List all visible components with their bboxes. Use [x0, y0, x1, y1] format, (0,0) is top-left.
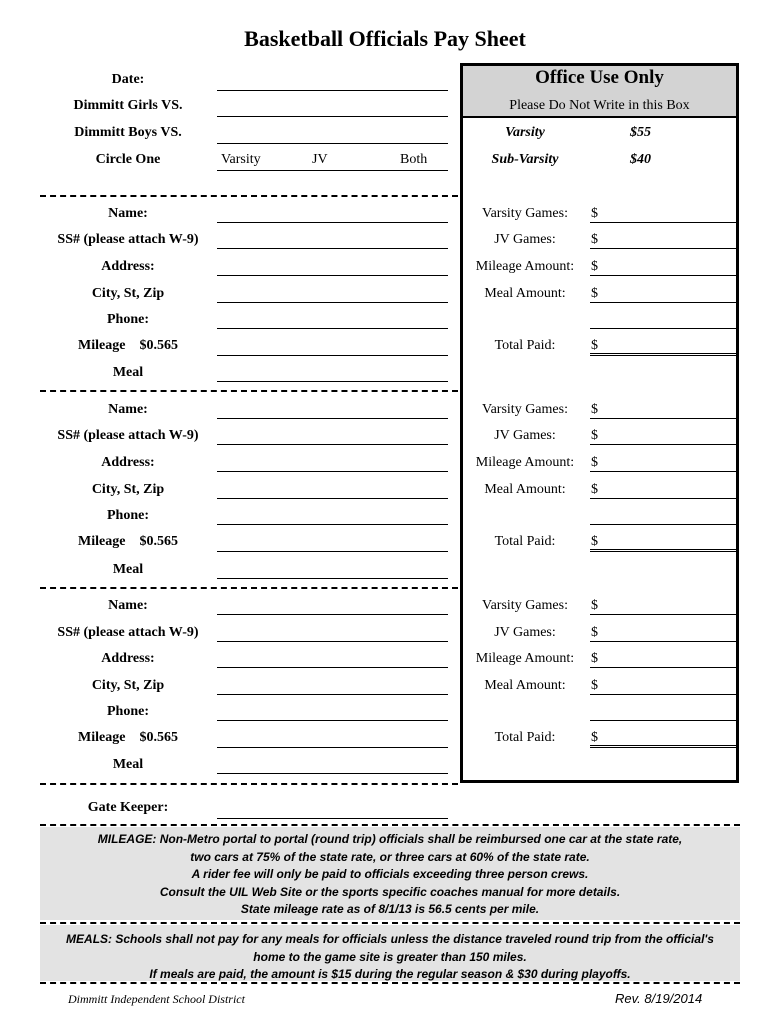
dollar-sign: $: [591, 534, 598, 549]
meals-note-line: home to the game site is greater than 150 miles.: [253, 949, 527, 964]
date-label: Date:: [111, 72, 145, 87]
subtotal-line: [590, 720, 738, 721]
official-meal-field[interactable]: [217, 773, 448, 774]
official-city-label: City, St, Zip: [91, 482, 165, 497]
meal-amount-field[interactable]: [590, 302, 738, 303]
subvarsity-rate-value: $40: [630, 152, 651, 167]
meal-amount-field[interactable]: [590, 694, 738, 695]
jv-games-field[interactable]: [590, 444, 738, 445]
official-ss-field[interactable]: [217, 444, 448, 445]
mileage-note-line: MILEAGE: Non-Metro portal to portal (round trip) officials shall be reimbursed one car at the state rate,: [97, 832, 683, 846]
dollar-sign: $: [591, 259, 598, 274]
official-name-field[interactable]: [217, 614, 448, 615]
office-use-subtitle: Please Do Not Write in this Box: [509, 98, 690, 113]
dollar-sign: $: [591, 428, 598, 443]
dollar-sign: $: [591, 730, 598, 745]
official-meal-label: Meal: [112, 757, 144, 772]
official-phone-label: Phone:: [107, 704, 149, 719]
footer-revision: Rev. 8/19/2014: [615, 991, 703, 1006]
jv-games-field[interactable]: [590, 248, 738, 249]
gate-keeper-field[interactable]: [217, 818, 448, 819]
notes-divider: [40, 824, 740, 826]
official-phone-field[interactable]: [217, 720, 448, 721]
total-paid-label: Total Paid:: [494, 338, 556, 353]
dollar-sign: $: [591, 206, 598, 221]
girls-opponent-label: Dimmitt Girls VS.: [73, 98, 183, 113]
official-name-label: Name:: [108, 402, 148, 417]
official-mileage-label: Mileage $0.565: [78, 534, 178, 549]
dollar-sign: $: [591, 402, 598, 417]
jv-games-label: JV Games:: [494, 625, 556, 640]
meals-note-line: If meals are paid, the amount is $15 during the regular season & $30 during playoffs.: [149, 967, 631, 981]
page-title: Basketball Officials Pay Sheet: [244, 26, 526, 51]
mileage-amount-label: Mileage Amount:: [475, 455, 575, 470]
official-name-label: Name:: [108, 206, 148, 221]
official-city-label: City, St, Zip: [91, 678, 165, 693]
mileage-amount-field[interactable]: [590, 471, 738, 472]
official-mileage-label: Mileage $0.565: [78, 730, 178, 745]
official-address-label: Address:: [101, 455, 155, 470]
dollar-sign: $: [591, 678, 598, 693]
official-mileage-field[interactable]: [217, 747, 448, 748]
official-phone-label: Phone:: [107, 508, 149, 523]
official-ss-label: SS# (please attach W-9): [57, 428, 199, 443]
total-paid-field[interactable]: [590, 745, 738, 748]
date-field[interactable]: [217, 90, 448, 91]
jv-games-label: JV Games:: [494, 428, 556, 443]
varsity-games-label: Varsity Games:: [482, 598, 568, 613]
official-address-label: Address:: [101, 259, 155, 274]
dollar-sign: $: [591, 286, 598, 301]
varsity-games-label: Varsity Games:: [482, 402, 568, 417]
section-divider: [40, 587, 458, 589]
official-meal-field[interactable]: [217, 578, 448, 579]
meals-note: [40, 925, 740, 981]
mileage-amount-field[interactable]: [590, 275, 738, 276]
official-mileage-field[interactable]: [217, 551, 448, 552]
option-jv[interactable]: JV: [312, 152, 328, 167]
official-address-field[interactable]: [217, 471, 448, 472]
dollar-sign: $: [591, 232, 598, 247]
total-paid-field[interactable]: [590, 353, 738, 356]
official-phone-field[interactable]: [217, 328, 448, 329]
footer-district: Dimmitt Independent School District: [68, 992, 245, 1006]
official-ss-field[interactable]: [217, 248, 448, 249]
total-paid-label: Total Paid:: [494, 534, 556, 549]
gate-keeper-label: Gate Keeper:: [87, 800, 169, 815]
official-ss-field[interactable]: [217, 641, 448, 642]
official-city-field[interactable]: [217, 302, 448, 303]
mileage-amount-field[interactable]: [590, 667, 738, 668]
varsity-games-field[interactable]: [590, 614, 738, 615]
varsity-rate-label: Varsity: [505, 125, 545, 140]
meal-amount-label: Meal Amount:: [484, 286, 566, 301]
official-meal-label: Meal: [112, 562, 144, 577]
mileage-note: [40, 827, 740, 920]
total-paid-label: Total Paid:: [494, 730, 556, 745]
official-city-field[interactable]: [217, 498, 448, 499]
total-paid-field[interactable]: [590, 549, 738, 552]
mileage-amount-label: Mileage Amount:: [475, 259, 575, 274]
boys-opponent-field[interactable]: [217, 143, 448, 144]
option-varsity[interactable]: Varsity: [221, 152, 261, 167]
official-mileage-field[interactable]: [217, 355, 448, 356]
meal-amount-label: Meal Amount:: [484, 678, 566, 693]
office-use-box: [460, 63, 739, 783]
section-divider: [40, 390, 458, 392]
official-mileage-label: Mileage $0.565: [78, 338, 178, 353]
subtotal-line: [590, 328, 738, 329]
meal-amount-field[interactable]: [590, 498, 738, 499]
subtotal-line: [590, 524, 738, 525]
notes-divider: [40, 922, 740, 924]
official-name-field[interactable]: [217, 418, 448, 419]
notes-divider: [40, 982, 740, 984]
official-phone-field[interactable]: [217, 524, 448, 525]
varsity-games-field[interactable]: [590, 418, 738, 419]
jv-games-label: JV Games:: [494, 232, 556, 247]
boys-opponent-label: Dimmitt Boys VS.: [74, 125, 182, 140]
circle-one-label: Circle One: [95, 152, 161, 167]
dollar-sign: $: [591, 482, 598, 497]
varsity-games-field[interactable]: [590, 222, 738, 223]
official-meal-label: Meal: [112, 365, 144, 380]
dollar-sign: $: [591, 651, 598, 666]
option-both[interactable]: Both: [400, 152, 428, 167]
mileage-note-line: A rider fee will only be paid to officials exceeding three person crews.: [191, 867, 589, 881]
girls-opponent-field[interactable]: [217, 116, 448, 117]
official-meal-field[interactable]: [217, 381, 448, 382]
subvarsity-rate-label: Sub-Varsity: [491, 152, 559, 167]
meal-amount-label: Meal Amount:: [484, 482, 566, 497]
circle-one-line: [217, 170, 448, 171]
mileage-note-line: State mileage rate as of 8/1/13 is 56.5 cents per mile.: [240, 902, 540, 916]
office-use-title: Office Use Only: [535, 67, 664, 88]
section-divider: [40, 195, 458, 197]
official-address-label: Address:: [101, 651, 155, 666]
meals-note-line: MEALS: Schools shall not pay for any meals for officials unless the distance traveled round trip from the official's: [66, 932, 714, 946]
official-address-field[interactable]: [217, 667, 448, 668]
official-city-label: City, St, Zip: [91, 286, 165, 301]
mileage-note-line: two cars at 75% of the state rate, or three cars at 60% of the state rate.: [190, 849, 590, 864]
dollar-sign: $: [591, 598, 598, 613]
dollar-sign: $: [591, 338, 598, 353]
official-name-label: Name:: [108, 598, 148, 613]
official-name-field[interactable]: [217, 222, 448, 223]
official-phone-label: Phone:: [107, 312, 149, 327]
varsity-games-label: Varsity Games:: [482, 206, 568, 221]
official-ss-label: SS# (please attach W-9): [57, 625, 199, 640]
official-address-field[interactable]: [217, 275, 448, 276]
varsity-rate-value: $55: [630, 125, 651, 140]
jv-games-field[interactable]: [590, 641, 738, 642]
official-city-field[interactable]: [217, 694, 448, 695]
dollar-sign: $: [591, 625, 598, 640]
official-ss-label: SS# (please attach W-9): [57, 232, 199, 247]
mileage-note-line: Consult the UIL Web Site or the sports specific coaches manual for more details.: [159, 884, 621, 899]
dollar-sign: $: [591, 455, 598, 470]
mileage-amount-label: Mileage Amount:: [475, 651, 575, 666]
section-divider: [40, 783, 458, 785]
